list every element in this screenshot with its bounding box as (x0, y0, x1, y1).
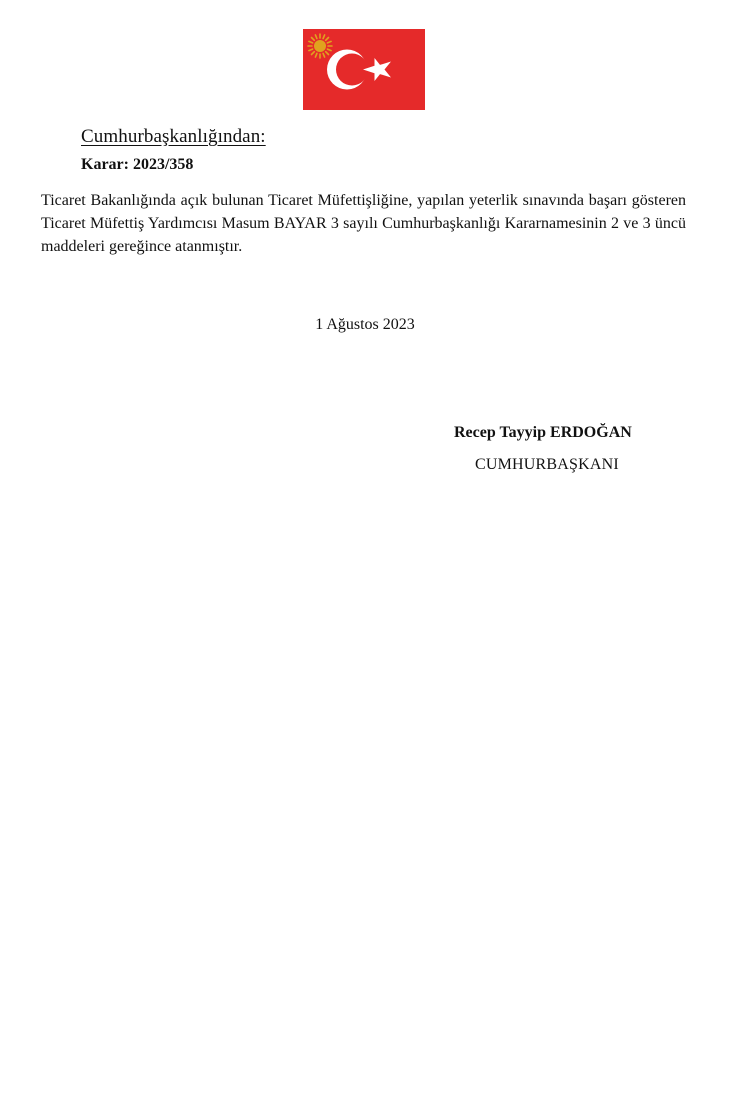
signatory-name: Recep Tayyip ERDOĞAN (454, 424, 632, 441)
decision-number: Karar: 2023/358 (81, 156, 194, 173)
decision-body-text: Ticaret Bakanlığında açık bulunan Ticaret Müfettişliğine, yapılan yeterlik sınavında başarı gösteren Ticaret Müfettiş Yardımcısı Masum BAYAR 3 sayılı Cumhurbaşkanlığı Kararnamesinin 2 ve 3 üncü maddeleri gereğince atanmıştır. (41, 192, 686, 255)
turkish-flag-icon (303, 29, 425, 110)
decision-date: 1 Ağustos 2023 (315, 316, 415, 333)
signatory-title: CUMHURBAŞKANI (475, 456, 619, 473)
issuer-heading: Cumhurbaşkanlığından: (81, 126, 266, 147)
